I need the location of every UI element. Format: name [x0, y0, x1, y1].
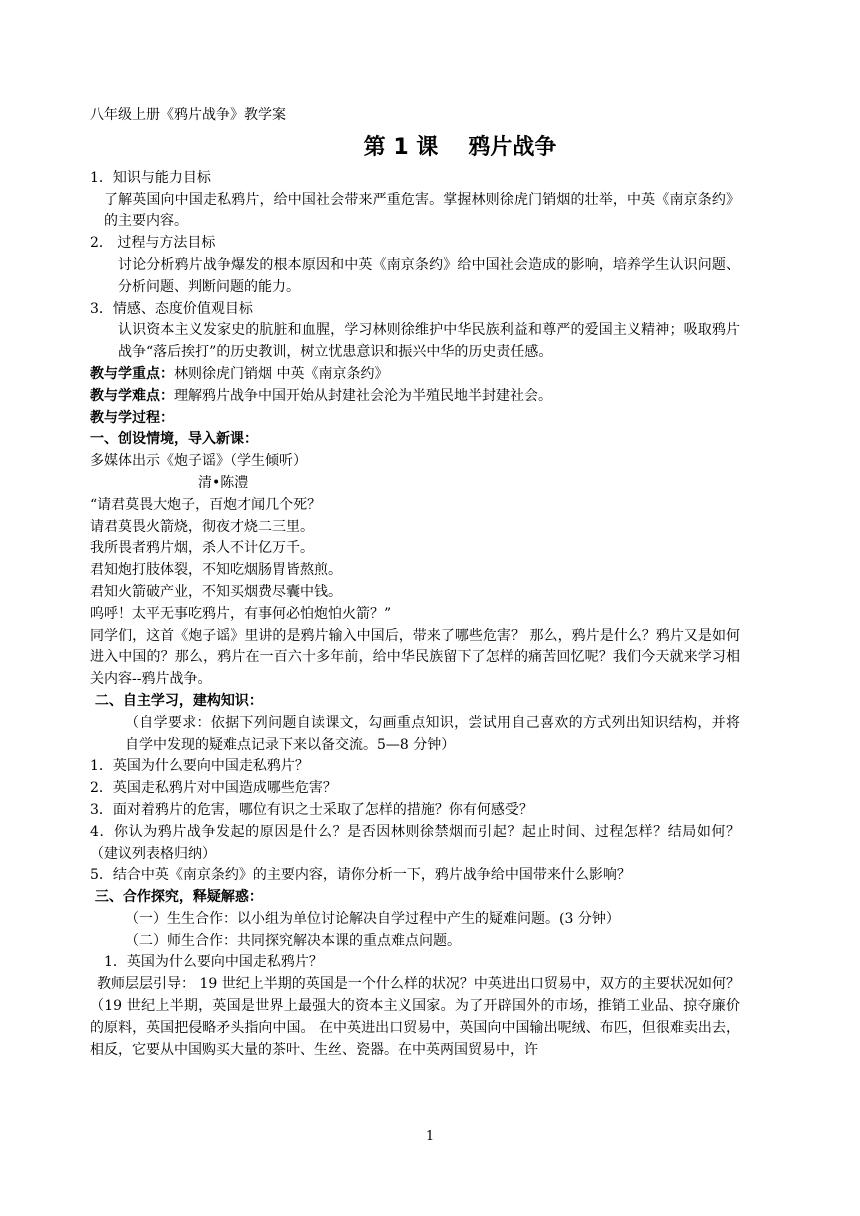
question-item: 4．你认为鸦片战争发起的原因是什么？是否因林则徐禁烟而引起？起止时间、过程怎样？结局如何？（建议列表格归纳）	[90, 823, 740, 862]
poem-line: 呜呼！太平无事吃鸦片，有事何必怕炮怕火箭？”	[90, 605, 392, 622]
section3-sub-question: 1．英国为什么要向中国走私鸦片？	[104, 954, 323, 971]
key-points-text: 林则徐虎门销烟 中英《南京条约》	[174, 365, 389, 382]
goal-heading-2: 2． 过程与方法目标	[90, 235, 216, 252]
section3-heading: 三、合作探究，释疑解惑：	[90, 889, 263, 906]
page-title	[90, 131, 740, 165]
question-item: 3．面对着鸦片的危害，哪位有识之士采取了怎样的措施？你有何感受？	[90, 801, 533, 818]
question-item: 5．结合中英《南京条约》的主要内容，请你分析一下，鸦片战争给中国带来什么影响？	[90, 867, 631, 884]
section3-item: （二）师生合作：共同探究解决本课的重点难点问题。	[125, 932, 461, 949]
process-label: 教与学过程：	[90, 409, 174, 426]
difficult-points-label: 教与学难点：	[90, 387, 174, 404]
poem-line: “请君莫畏大炮子，百炮才闻几个死？	[90, 496, 322, 513]
goal-text-2: 讨论分析鸦片战争爆发的根本原因和中英《南京条约》给中国社会造成的影响，培养学生认识问题、分析问题、判断问题的能力。	[118, 256, 740, 295]
section2-requirement: （自学要求：依据下列问题自读课文，勾画重点知识，尝试用自己喜欢的方式列出知识结构，并将自学中发现的疑难点记录下来以备交流。5—8 分钟）	[125, 714, 740, 753]
difficult-points-text: 理解鸦片战争中国开始从封建社会沦为半殖民地半封建社会。	[174, 387, 552, 404]
section3-guidance: 教师层层引导： 19 世纪上半期的英国是一个什么样的状况？中英进出口贸易中，双方的主要状况如何？（19 世纪上半期，英国是世界上最强大的资本主义国家。为了开辟国外的市场，推销工业品、掠夺廉价的原料，英国把侵略矛头指向中国。 在中英进出口贸易中，英国向中国输出呢绒、布匹，但很难卖出去，相反，它要从中国购买大量的茶叶、生丝、瓷器。在中英两国贸易中，许	[90, 976, 740, 1058]
header-line: 八年级上册《鸦片战争》教学案	[90, 107, 286, 123]
section1-narration: 同学们，这首《炮子谣》里讲的是鸦片输入中国后，带来了哪些危害？ 那么，鸦片是什么？鸦片又是如何进入中国的？那么，鸦片在一百六十多年前，给中华民族留下了怎样的痛苦回忆呢？我们今天就来学习相关内容--鸦片战争。	[90, 627, 740, 688]
goal-text-3: 认识资本主义发家史的肮脏和血腥，学习林则徐维护中华民族利益和尊严的爱国主义精神；吸取鸦片战争“落后挨打”的历史教训，树立忧患意识和振兴中华的历史责任感。	[118, 322, 740, 361]
section3-item: （一）生生合作：以小组为单位讨论解决自学过程中产生的疑难问题。(3 分钟）	[125, 910, 620, 927]
goal-text-1: 了解英国向中国走私鸦片，给中国社会带来严重危害。掌握林则徐虎门销烟的壮举，中英《南京条约》的主要内容。	[104, 191, 740, 230]
goal-heading-1: 1．知识与能力目标	[90, 169, 211, 186]
section1-heading: 一、创设情境，导入新课：	[90, 431, 258, 448]
poem-line: 君知火箭破产业，不知买烟费尽囊中钱。	[90, 583, 342, 600]
lesson-number: 第 1 课	[363, 134, 439, 160]
poem-line: 君知炮打肢体裂，不知吃烟肠胃皆熬煎。	[90, 562, 342, 579]
poem-line: 请君莫畏火箭烧，彻夜才烧二三里。	[90, 518, 314, 535]
question-item: 1．英国为什么要向中国走私鸦片？	[90, 758, 309, 775]
key-points-label: 教与学重点：	[90, 365, 174, 382]
poem-author: 清•陈澧	[198, 474, 249, 491]
key-points	[90, 364, 740, 386]
section2-heading: 二、自主学习，建构知识：	[90, 692, 263, 709]
difficult-points	[90, 386, 740, 408]
document-body	[90, 105, 740, 1061]
lesson-topic: 鸦片战争	[468, 134, 557, 160]
page-number: 1	[425, 1129, 435, 1144]
goal-heading-3: 3．情感、态度价值观目标	[90, 300, 253, 317]
poem-line: 我所畏者鸦片烟，杀人不计亿万千。	[90, 540, 314, 557]
section1-intro: 多媒体出示《炮子谣》（学生倾听）	[90, 453, 307, 470]
question-item: 2．英国走私鸦片对中国造成哪些危害？	[90, 780, 337, 797]
